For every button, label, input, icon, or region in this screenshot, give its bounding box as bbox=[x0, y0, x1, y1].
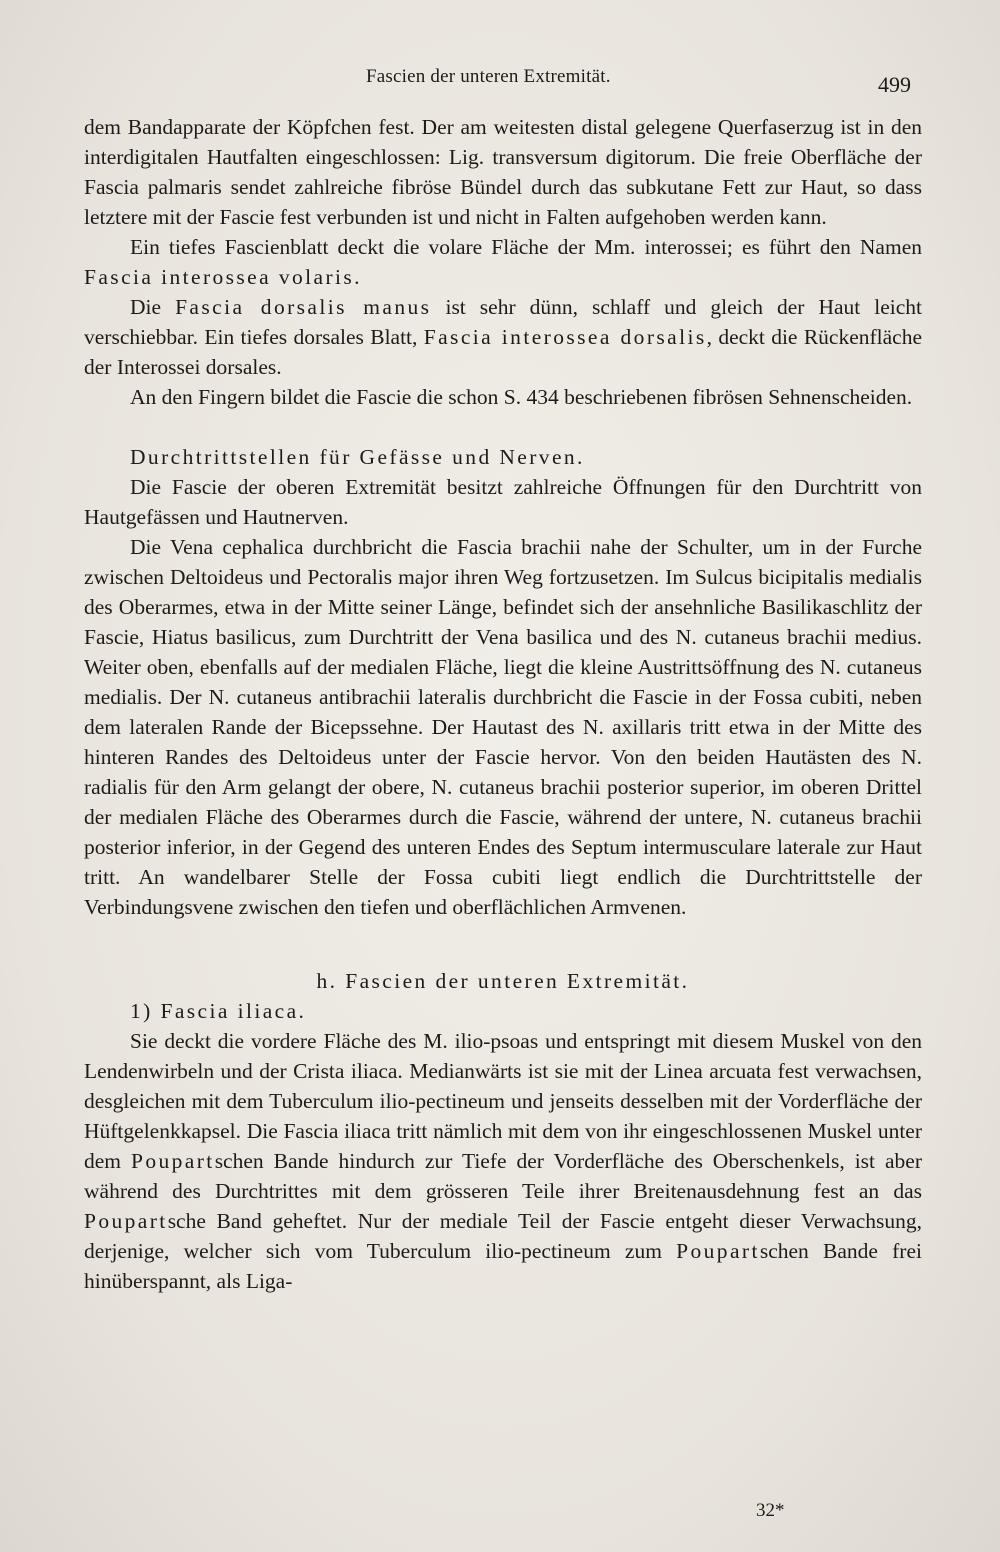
numbered-heading: 1) Fascia iliaca. bbox=[130, 999, 307, 1023]
paragraph-text: Sie deckt die vordere Fläche des M. ilio-psoas und entspringt mit diesem Muskel von den Lendenwirbeln und der Crista iliaca. Medianwärts ist sie mit der Linea arcuata fest verwachsen, desgleichen mit dem Tuberculum ilio-pectineum und jenseits desselben mit der Vorderfläche der Hüftgelenkkapsel. Die Fascia iliaca tritt nämlich mit dem von ihr eingeschlossenen Muskel unter dem bbox=[84, 1029, 922, 1173]
paragraph-fingers bbox=[84, 382, 922, 412]
paragraph-text: dem Bandapparate der Köpfchen fest. Der am weitesten distal gelegene Querfaserzug ist in den interdigitalen Hautfalten eingeschlossen: Lig. transversum digitorum. Die freie Oberfläche der Fascia palmaris sendet zahlreiche fibröse Bündel durch das subkutane Fett zur Haut, so dass letztere mit der Fascie fest verbunden ist und nicht in Falten aufgehoben werden kann. bbox=[84, 115, 922, 229]
paragraph-vena-cephalica bbox=[84, 532, 922, 922]
spaced-term: Fascia dorsalis manus bbox=[175, 295, 432, 319]
paragraph-text: . bbox=[354, 265, 360, 289]
signature-mark: 32* bbox=[756, 1500, 785, 1521]
paragraph-fascia-palmaris bbox=[84, 112, 922, 232]
paragraph-openings bbox=[84, 472, 922, 532]
spaced-term: Fascia interossea dorsalis bbox=[423, 325, 707, 349]
paragraph-text: , deckt die Rückenfläche der Interossei dorsales. bbox=[84, 325, 922, 379]
paragraph-text: schen Bande hindurch zur Tiefe der Vorderfläche des Oberschenkels, ist aber während des Durchtrittes mit dem grösseren Teile ihrer Breitenausdehnung fest an das bbox=[84, 1149, 922, 1203]
spaced-term: Poupart bbox=[84, 1209, 168, 1233]
page-number: 499 bbox=[878, 72, 911, 97]
paragraph-text: Die bbox=[130, 295, 176, 319]
paragraph-text: schen Bande frei hinüberspannt, als Liga- bbox=[84, 1239, 922, 1293]
paragraph-text: ist sehr dünn, schlaff und gleich der Haut leicht verschiebbar. Ein tiefes dorsales Blatt, bbox=[84, 295, 923, 349]
paragraph-interossea-volaris bbox=[84, 232, 922, 292]
paragraph-text: Die Fascie der oberen Extremität besitzt zahlreiche Öffnungen für den Durchtritt von Hautgefässen und Hautnerven. bbox=[84, 475, 922, 529]
paragraph-text: Ein tiefes Fascienblatt deckt die volare Fläche der Mm. interossei; es führt den Namen bbox=[130, 235, 922, 259]
paragraph-text: Die Vena cephalica durchbricht die Fascia brachii nahe der Schulter, um in der Furche zwischen Deltoideus und Pectoralis major ihren Weg fortzusetzen. Im Sulcus bicipitalis medialis des Oberarmes, etwa in der Mitte seiner Länge, befindet sich der ansehnliche Basilikaschlitz der Fascie, Hiatus basilicus, zum Durchtritt der Vena basilica und des N. cutaneus brachii medius. Weiter oben, ebenfalls auf der medialen Fläche, liegt die kleine Austrittsöffnung des N. cutaneus medialis. Der N. cutaneus antibrachii lateralis durchbricht die Fascie in der Fossa cubiti, neben dem lateralen Rande der Bicepssehne. Der Hautast des N. axillaris tritt etwa in der Mitte des hinteren Randes des Deltoideus unter der Fascie hervor. Von den beiden Hautästen des N. radialis für den Arm gelangt der obere, N. cutaneus brachii posterior superior, im oberen Drittel der medialen Fläche des Oberarmes durch die Fascie, während der untere, N. cutaneus brachii posterior inferior, in der Gegend des unteren Endes des Septum intermusculare laterale zur Haut tritt. An wandelbarer Stelle der Fossa cubiti liegt endlich die Durchtrittstelle der Verbindungsvene zwischen den tiefen und oberflächlichen Armvenen. bbox=[84, 535, 922, 919]
spaced-term: Fascia interossea volaris bbox=[84, 265, 355, 289]
subheading-durchtrittstellen: Durchtrittstellen für Gefässe und Nerven. bbox=[130, 445, 585, 469]
section-heading: h. Fascien der unteren Extremität. bbox=[316, 969, 690, 993]
running-title: Fascien der unteren Extremität. bbox=[366, 66, 611, 87]
paragraph-fascia-dorsalis bbox=[84, 292, 922, 382]
body-text bbox=[84, 112, 922, 1296]
paragraph-text: An den Fingern bildet die Fascie die schon S. 434 beschriebenen fibrösen Sehnenscheiden. bbox=[130, 385, 913, 409]
spaced-term: Poupart bbox=[131, 1149, 215, 1173]
paragraph-text: sche Band geheftet. Nur der mediale Teil der Fascie entgeht dieser Verwachsung, derjenige, welcher sich vom Tuberculum ilio-pectineum zum bbox=[84, 1209, 922, 1263]
spaced-term: Poupart bbox=[676, 1239, 760, 1263]
paragraph-fascia-iliaca bbox=[84, 1026, 922, 1296]
running-head bbox=[0, 64, 1000, 97]
